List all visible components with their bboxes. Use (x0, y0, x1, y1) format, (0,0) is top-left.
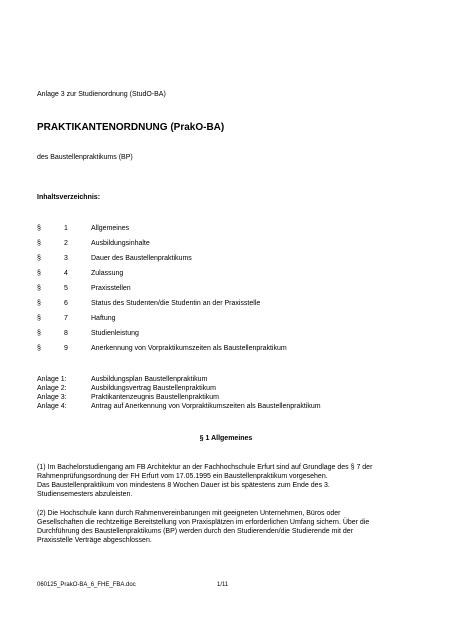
toc-label: Allgemeines (91, 225, 130, 232)
annex-value: Ausbildungsvertrag Baustellenpraktikum (91, 385, 216, 392)
toc-number: 4 (64, 270, 68, 277)
toc-label: Ausbildungsinhalte (91, 240, 150, 247)
paragraph-1 (37, 463, 417, 499)
annex-value: Ausbildungsplan Baustellenpraktikum (91, 376, 208, 383)
paragraph-symbol: § (37, 285, 41, 292)
toc-number: 5 (64, 285, 68, 292)
paragraph-line: (2) Die Hochschule kann durch Rahmenvereinbarungen mit geeigneten Unternehmen, Büros oder (37, 510, 341, 517)
annex-key: Anlage 3: (37, 394, 67, 401)
paragraph-symbol: § (37, 240, 41, 247)
footer-page-number: 1/11 (217, 582, 229, 588)
toc-number: 1 (64, 225, 68, 232)
toc-label: Dauer des Baustellenpraktikums (91, 255, 192, 262)
toc-label: Haftung (91, 315, 116, 322)
toc-number: 3 (64, 255, 68, 262)
paragraph-line: Durchführung des Baustellenpraktikums (BP) werden durch den Studierenden/die Studierende mit der (37, 528, 353, 535)
toc-number: 8 (64, 330, 68, 337)
paragraph-line: Gesellschaften die rechtzeitige Bereitstellung von Praxisplätzen im erforderlichen Umfang sichern. Über die (37, 519, 370, 526)
paragraph-line: Studiensemesters abzuleisten. (37, 491, 133, 498)
toc-number: 2 (64, 240, 68, 247)
toc-label: Praxisstellen (91, 285, 131, 292)
toc-label: Studienleistung (91, 330, 139, 337)
annex-value: Antrag auf Anerkennung von Vorpraktikumszeiten als Baustellenpraktikum (91, 403, 321, 410)
annex-key: Anlage 2: (37, 385, 67, 392)
paragraph-symbol: § (37, 345, 41, 352)
toc-label: Status des Studenten/die Studentin an der Praxisstelle (91, 300, 261, 307)
paragraph-symbol: § (37, 315, 41, 322)
paragraph-symbol: § (37, 330, 41, 337)
annex-key: Anlage 1: (37, 376, 67, 383)
document-subtitle: des Baustellenpraktikums (BP) (37, 154, 133, 161)
annex-key: Anlage 4: (37, 403, 67, 410)
toc-label: Anerkennung von Vorpraktikumszeiten als Baustellenpraktikum (91, 345, 287, 352)
toc-label: Zulassung (91, 270, 124, 277)
paragraph-line: Praxisstelle Verträge abgeschlossen. (37, 537, 152, 544)
document-title: PRAKTIKANTENORDNUNG (PrakO-BA) (37, 122, 225, 133)
toc-number: 9 (64, 345, 68, 352)
paragraph-line: Rahmenprüfungsordnung der FH Erfurt vom 17.05.1995 ein Baustellenpraktikum vorgesehen. (37, 473, 328, 480)
paragraph-2 (37, 509, 417, 545)
paragraph-symbol: § (37, 225, 41, 232)
footer-filename: 060125_PrakO-BA_6_FHE_FBA.doc (37, 582, 136, 588)
annex-value: Praktikantenzeugnis Baustellenpraktikum (91, 394, 220, 401)
toc-number: 7 (64, 315, 68, 322)
paragraph-line: Das Baustellenpraktikum von mindestens 8 Wochen Dauer ist bis spätestens zum Ende des 3. (37, 482, 330, 489)
section-heading: § 1 Allgemeines (199, 435, 253, 442)
toc-heading: Inhaltsverzeichnis: (37, 194, 101, 201)
toc-number: 6 (64, 300, 68, 307)
annex-line: Anlage 3 zur Studienordnung (StudO-BA) (37, 91, 166, 98)
paragraph-symbol: § (37, 270, 41, 277)
paragraph-symbol: § (37, 300, 41, 307)
paragraph-line: (1) Im Bachelorstudiengang am FB Architektur an der Fachhochschule Erfurt sind auf Grundlage des § 7 der (37, 464, 373, 471)
paragraph-symbol: § (37, 255, 41, 262)
